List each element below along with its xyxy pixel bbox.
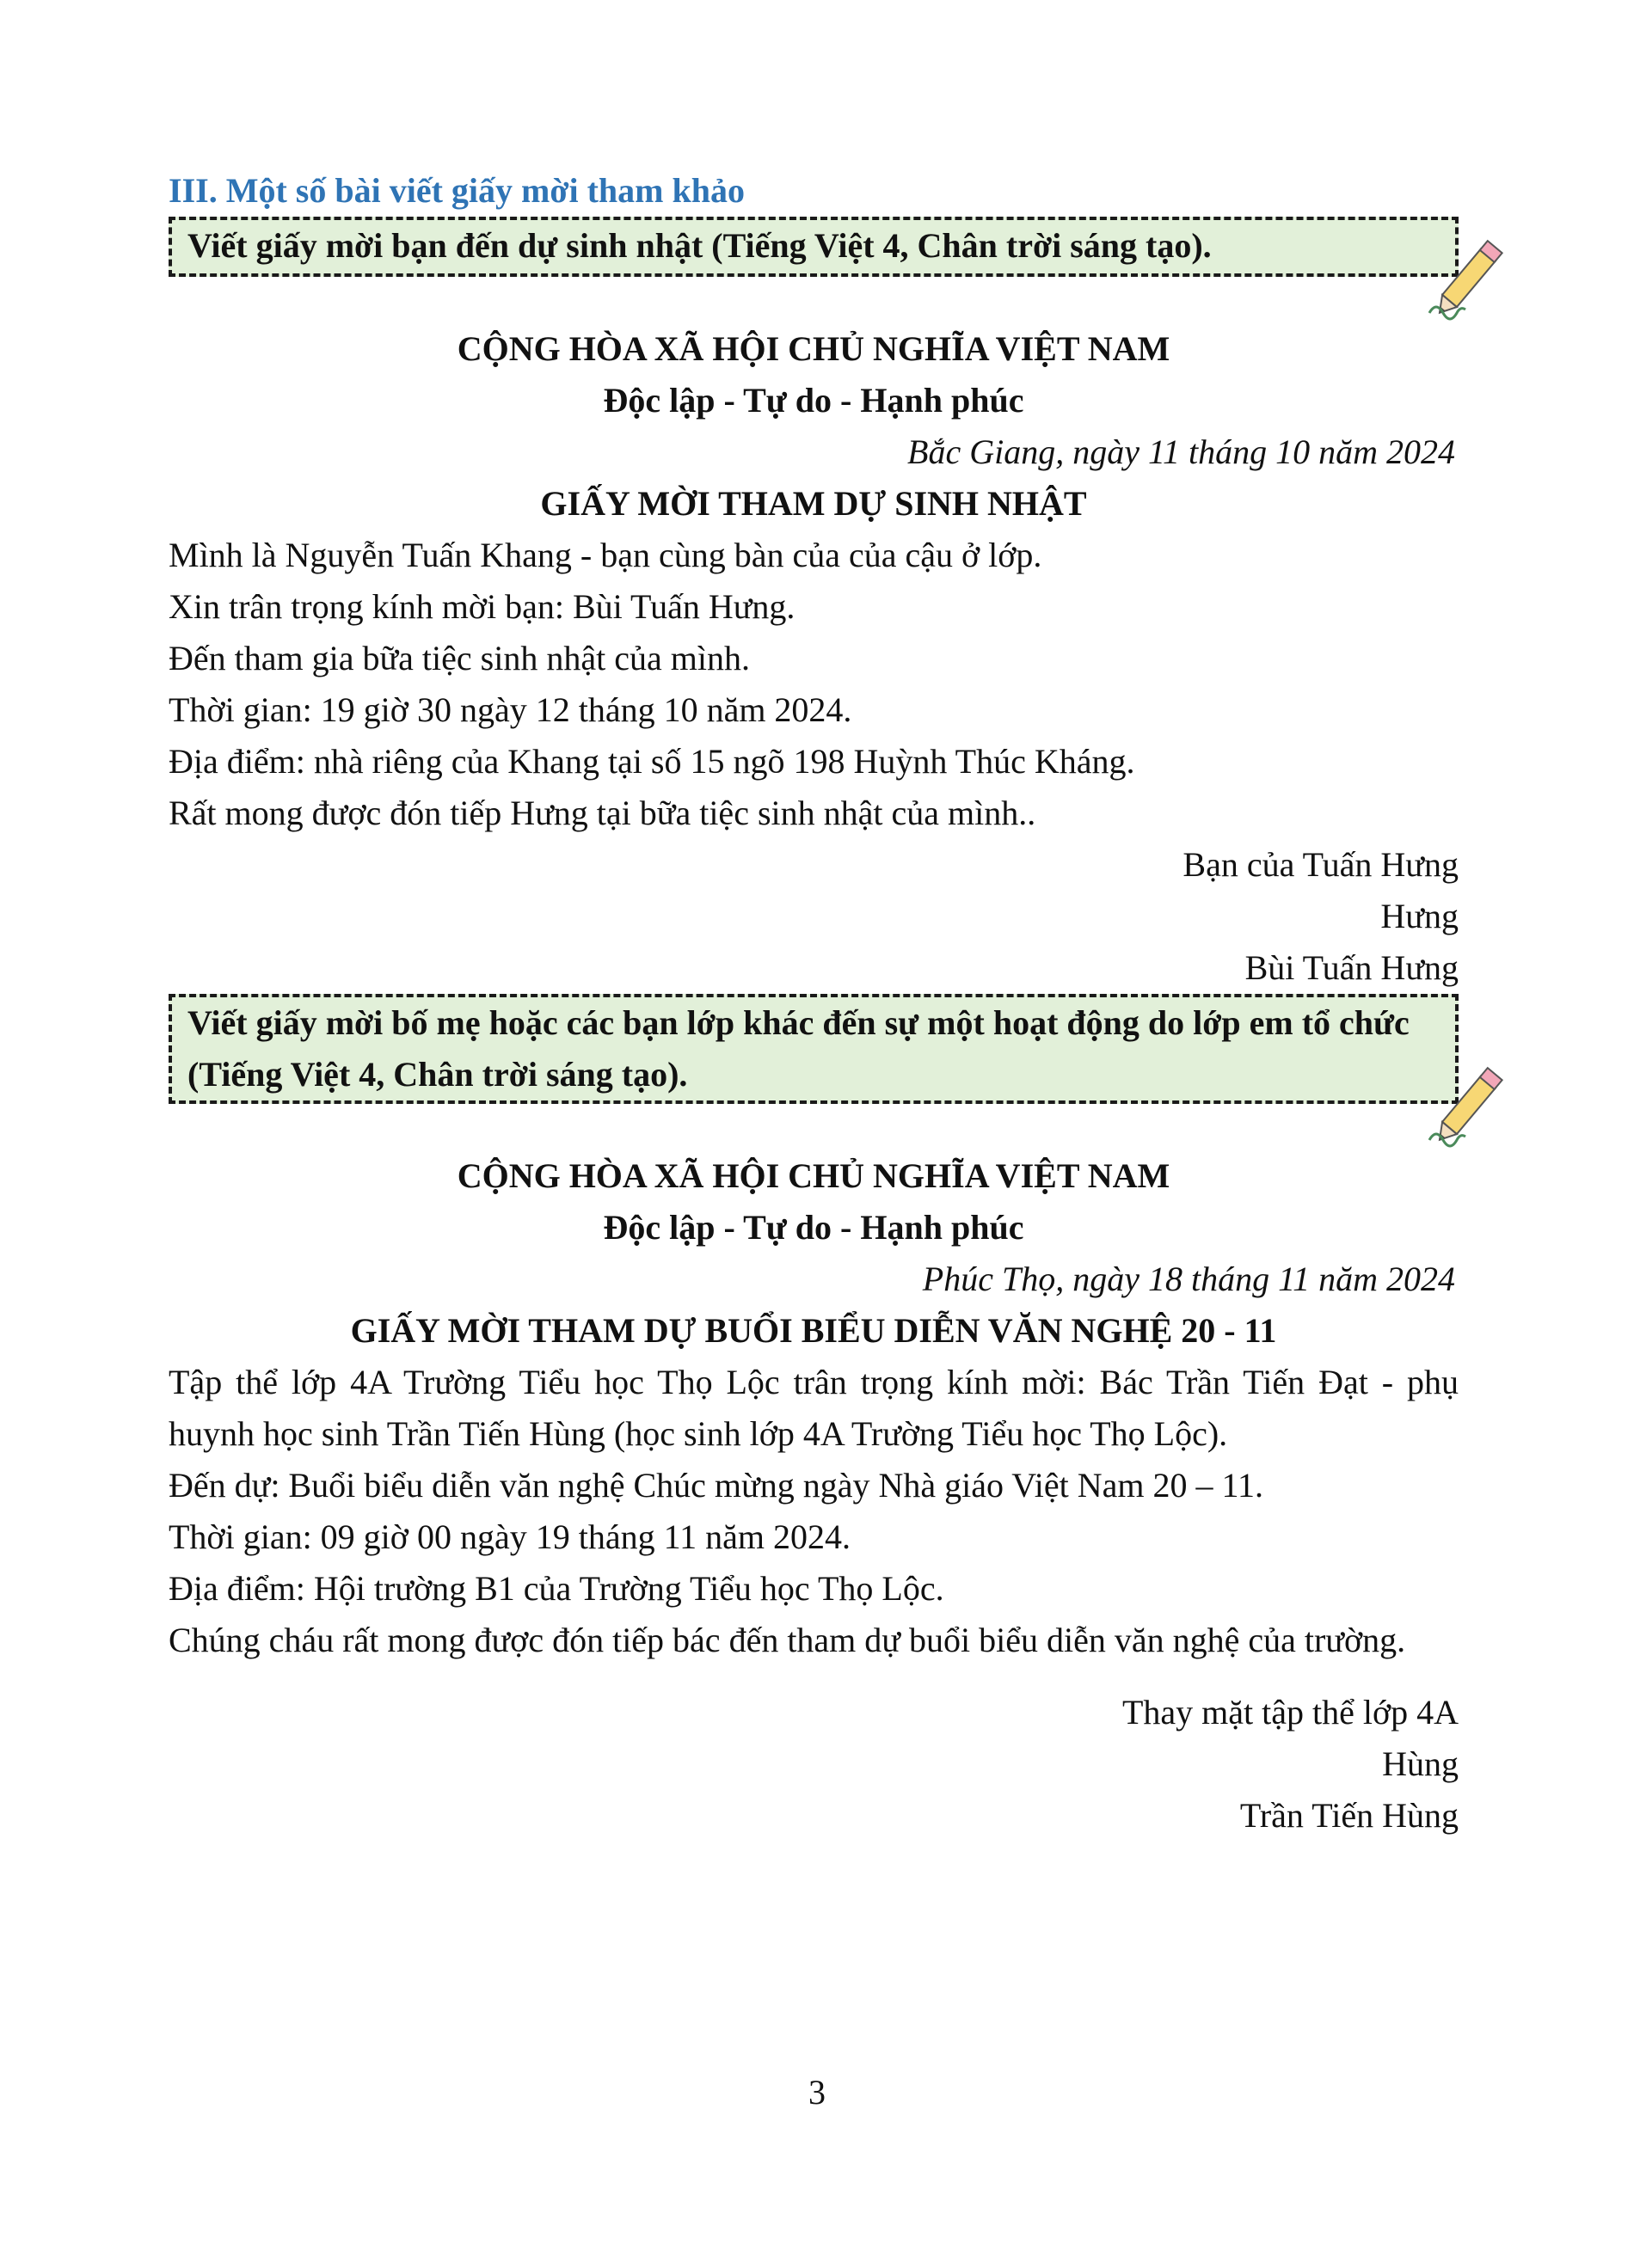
signature-line: Hùng (1382, 1744, 1459, 1783)
body-line: Thời gian: 09 giờ 00 ngày 19 tháng 11 năm 2024. (169, 1517, 851, 1556)
document-page (169, 165, 1459, 1842)
body-line: Đến tham gia bữa tiệc sinh nhật của mình. (169, 639, 750, 677)
body-line: Tập thể lớp 4A Trường Tiểu học Thọ Lộc trân trọng kính mời: Bác Trần Tiến Đạt - phụ huynh học sinh Trần Tiến Hùng (học sinh lớp 4A Trường Tiểu học Thọ Lộc). (169, 1363, 1459, 1453)
motto-1: Độc lập - Tự do - Hạnh phúc (603, 381, 1024, 420)
invitation-title-1: GIẤY MỜI THAM DỰ SINH NHẬT (540, 484, 1087, 523)
task-1-text: Viết giấy mời bạn đến dự sinh nhật (Tiếng Việt 4, Chân trời sáng tạo). (187, 226, 1212, 265)
invitation-title-2: GIẤY MỜI THAM DỰ BUỔI BIỂU DIỄN VĂN NGHỆ 20 - 11 (350, 1311, 1277, 1350)
pencil-icon (1421, 1051, 1524, 1154)
task-2-text: Viết giấy mời bố mẹ hoặc các bạn lớp khác đến sự một hoạt động do lớp em tổ chức (Tiếng Việt 4, Chân trời sáng tạo). (187, 1003, 1410, 1094)
signature-line: Hưng (1380, 897, 1459, 935)
body-line: Mình là Nguyễn Tuấn Khang - bạn cùng bàn của của cậu ở lớp. (169, 536, 1042, 574)
task-box-2 (169, 994, 1459, 1104)
body-line: Địa điểm: nhà riêng của Khang tại số 15 ngõ 198 Huỳnh Thúc Kháng. (169, 742, 1135, 781)
body-line: Địa điểm: Hội trường B1 của Trường Tiểu học Thọ Lộc. (169, 1569, 944, 1608)
body-line: Xin trân trọng kính mời bạn: Bùi Tuấn Hưng. (169, 587, 796, 626)
pencil-icon (1421, 224, 1524, 327)
date-line-2: Phúc Thọ, ngày 18 tháng 11 năm 2024 (922, 1260, 1455, 1298)
signature-line: Trần Tiến Hùng (1239, 1796, 1459, 1835)
signature-line: Thay mặt tập thể lớp 4A (1121, 1693, 1459, 1732)
national-title-2: CỘNG HÒA XÃ HỘI CHỦ NGHĨA VIỆT NAM (457, 1156, 1170, 1195)
section-title: III. Một số bài viết giấy mời tham khảo (169, 171, 745, 210)
signature-line: Bạn của Tuấn Hưng (1182, 845, 1459, 884)
task-box-1 (169, 217, 1459, 277)
body-line: Thời gian: 19 giờ 30 ngày 12 tháng 10 năm 2024. (169, 690, 852, 729)
signature-line: Bùi Tuấn Hưng (1244, 948, 1459, 987)
body-line: Đến dự: Buổi biểu diễn văn nghệ Chúc mừng ngày Nhà giáo Việt Nam 20 – 11. (169, 1466, 1263, 1505)
motto-2: Độc lập - Tự do - Hạnh phúc (603, 1208, 1024, 1247)
page-number: 3 (808, 2073, 826, 2112)
body-line: Chúng cháu rất mong được đón tiếp bác đến tham dự buổi biểu diễn văn nghệ của trường. (169, 1621, 1406, 1659)
date-line-1: Bắc Giang, ngày 11 tháng 10 năm 2024 (907, 432, 1455, 471)
body-line: Rất mong được đón tiếp Hưng tại bữa tiệc sinh nhật của mình.. (169, 794, 1036, 832)
national-title-1: CỘNG HÒA XÃ HỘI CHỦ NGHĨA VIỆT NAM (457, 329, 1170, 368)
